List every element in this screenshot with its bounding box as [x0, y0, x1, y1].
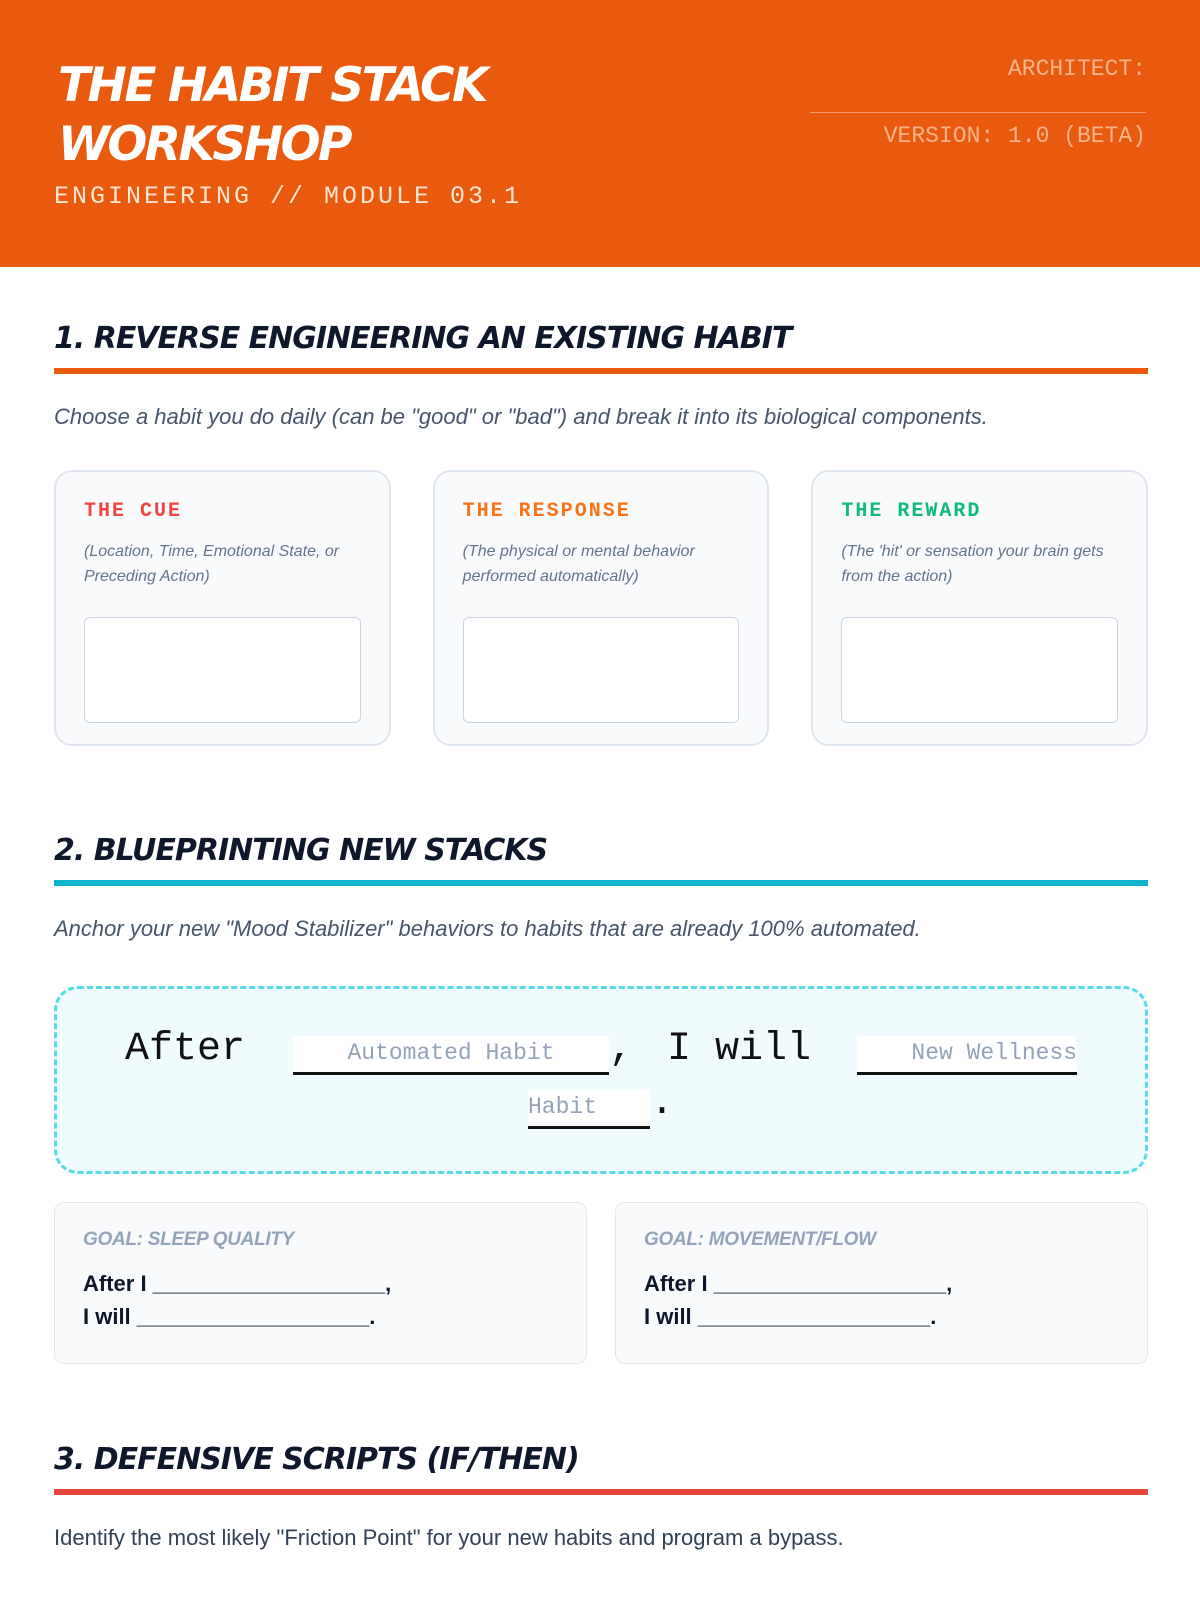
architect-line	[810, 112, 1146, 113]
goal-after-line[interactable]: After I ___________________,	[83, 1271, 392, 1296]
response-card	[433, 470, 770, 746]
architect-label: ARCHITECT:	[1007, 56, 1146, 82]
card-title: THE CUE	[84, 500, 183, 523]
new-habit-field-continued[interactable]: Habit	[528, 1090, 650, 1129]
section-intro: Choose a habit you do daily (can be "good" or "bad") and break it into its biological components.	[54, 404, 988, 429]
goal-will-line[interactable]: I will ___________________.	[83, 1304, 376, 1329]
goal-after-line[interactable]: After I ___________________,	[644, 1271, 953, 1296]
automated-habit-field[interactable]: Automated Habit	[293, 1036, 609, 1075]
header-meta	[810, 56, 1146, 149]
reward-card	[811, 470, 1148, 746]
goal-will-line[interactable]: I will ___________________.	[644, 1304, 937, 1329]
formula-after: After	[124, 1027, 245, 1072]
version-label: VERSION: 1.0 (BETA)	[883, 123, 1146, 149]
section-reverse-engineering	[54, 321, 1148, 746]
section-intro: Identify the most likely "Friction Point" for your new habits and program a bypass.	[54, 1525, 844, 1550]
new-habit-field[interactable]: New Wellness	[857, 1036, 1077, 1075]
module-subtitle: ENGINEERING // MODULE 03.1	[54, 182, 523, 211]
reward-input-box[interactable]	[841, 617, 1118, 723]
card-description: (The 'hit' or sensation your brain gets from the action)	[841, 543, 1104, 585]
formula-comma: ,	[608, 1027, 633, 1072]
cue-card	[54, 470, 391, 746]
card-title: THE REWARD	[841, 500, 982, 523]
worksheet-title: THE HABIT STACK WORKSHOP	[58, 58, 486, 172]
card-description: (The physical or mental behavior performed automatically)	[462, 543, 695, 585]
card-title: THE RESPONSE	[462, 500, 631, 523]
section-defensive-scripts	[54, 1442, 1148, 1551]
habit-components	[54, 470, 1148, 746]
section-heading: 2. BLUEPRINTING NEW STACKS	[54, 833, 1148, 886]
goal-card-sleep	[54, 1202, 587, 1364]
goal-title: GOAL: MOVEMENT/FLOW	[644, 1229, 876, 1250]
response-input-box[interactable]	[463, 617, 740, 723]
goal-card-movement	[615, 1202, 1148, 1364]
section-intro: Anchor your new "Mood Stabilizer" behaviors to habits that are already 100% automated.	[54, 916, 921, 941]
card-description: (Location, Time, Emotional State, or Preceding Action)	[84, 543, 340, 585]
formula-period: .	[649, 1081, 674, 1126]
cue-input-box[interactable]	[84, 617, 361, 723]
goal-cards	[54, 1202, 1148, 1364]
formula-i-will: I will	[667, 1027, 812, 1072]
section-heading: 1. REVERSE ENGINEERING AN EXISTING HABIT	[54, 321, 1148, 374]
worksheet-header	[0, 0, 1200, 267]
section-blueprinting	[54, 833, 1148, 1364]
goal-title: GOAL: SLEEP QUALITY	[83, 1229, 295, 1250]
section-heading: 3. DEFENSIVE SCRIPTS (IF/THEN)	[54, 1442, 1148, 1495]
stack-formula	[54, 986, 1148, 1174]
